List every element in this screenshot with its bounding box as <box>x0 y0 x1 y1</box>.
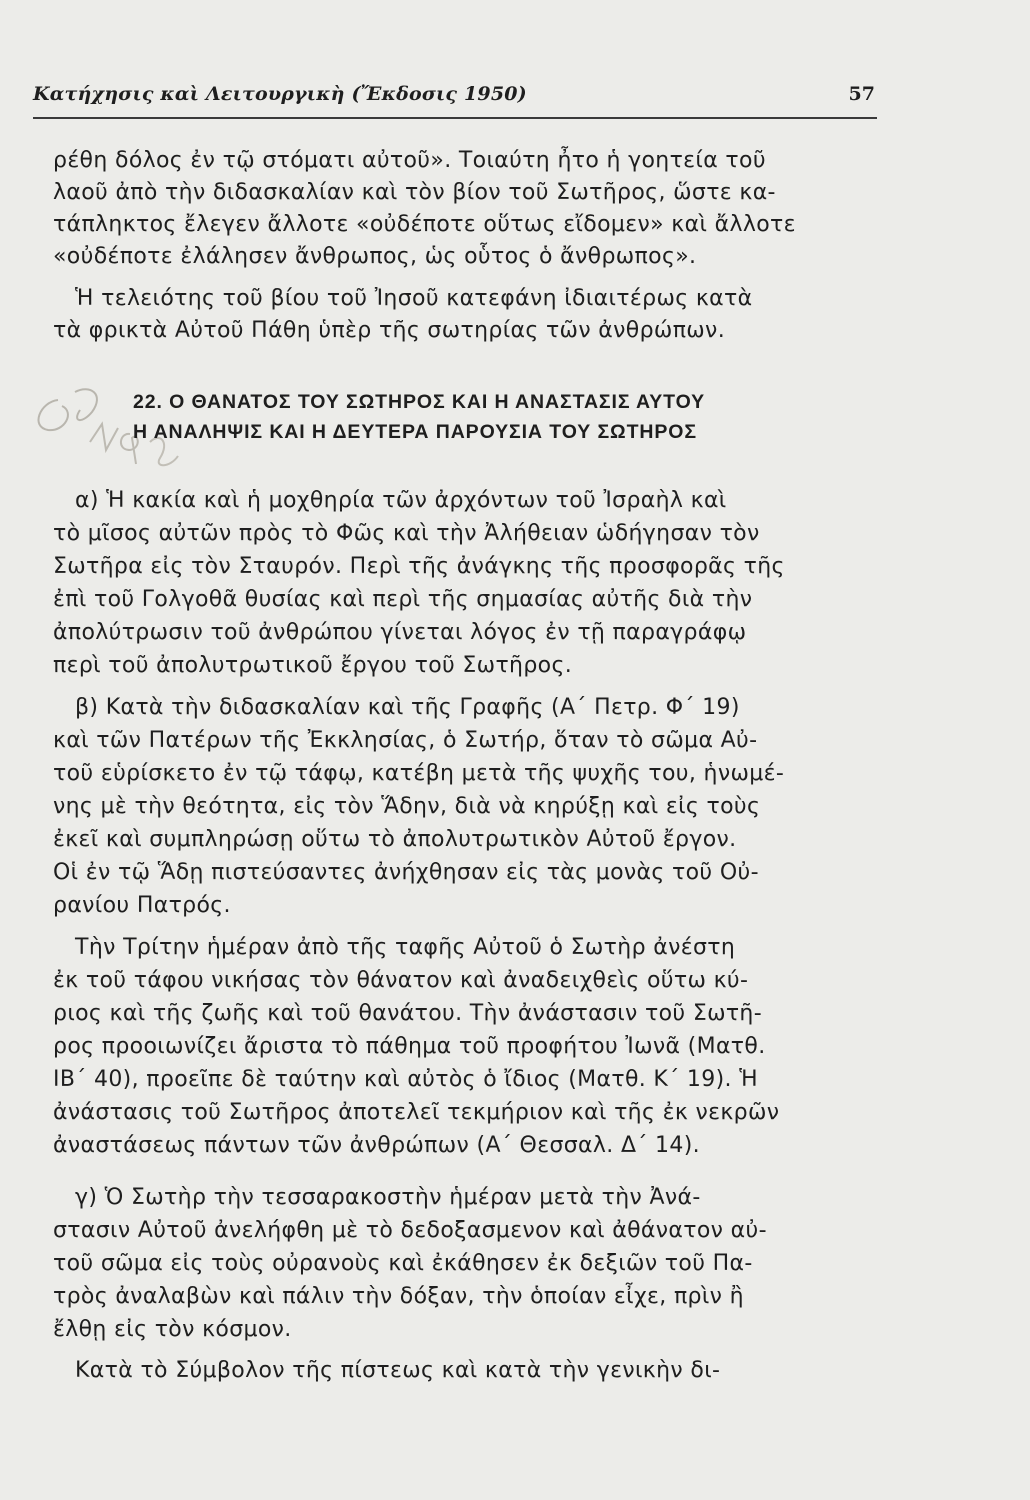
text-line: καὶ τῶν Πατέρων τῆς Ἐκκλησίας, ὁ Σωτήρ, ὅταν τὸ σῶμα Αὐ- <box>53 728 758 753</box>
text-line: α) Ἡ κακία καὶ ἡ μοχθηρία τῶν ἀρχόντων τοῦ Ἰσραὴλ καὶ <box>53 488 727 513</box>
text-line: ἀπολύτρωσιν τοῦ ἀνθρώπου γίνεται λόγος ἐν τῇ παραγράφῳ <box>53 620 747 645</box>
text-line: λαοῦ ἀπὸ τὴν διδασκαλίαν καὶ τὸν βίον τοῦ Σωτῆρος, ὥστε κα- <box>53 180 776 205</box>
text-line: ἀναστάσεως πάντων τῶν ἀνθρώπων (Α΄ Θεσσαλ. Δ΄ 14). <box>53 1133 701 1158</box>
text-line: ρέθη δόλος ἐν τῷ στόματι αὐτοῦ». Τοιαύτη ἦτο ἡ γοητεία τοῦ <box>53 148 766 173</box>
text-line: ριος καὶ τῆς ζωῆς καὶ τοῦ θανάτου. Τὴν ἀνάστασιν τοῦ Σωτῆ- <box>53 1001 763 1026</box>
text-line: Ἡ τελειότης τοῦ βίου τοῦ Ἰησοῦ κατεφάνη ἰδιαιτέρως κατὰ <box>53 286 753 311</box>
text-line: τάπληκτος ἔλεγεν ἄλλοτε «οὐδέποτε οὕτως εἴδομεν» καὶ ἄλλοτε <box>53 212 796 237</box>
text-line: ἐκ τοῦ τάφου νικήσας τὸν θάνατον καὶ ἀναδειχθεὶς οὕτω κύ- <box>53 968 749 993</box>
text-line: ἀνάστασις τοῦ Σωτῆρος ἀποτελεῖ τεκμήριον καὶ τῆς ἐκ νεκρῶν <box>53 1100 780 1125</box>
text-line: Τὴν Τρίτην ἡμέραν ἀπὸ τῆς ταφῆς Αὐτοῦ ὁ Σωτὴρ ἀνέστη <box>53 935 736 960</box>
text-line: γ) Ὁ Σωτὴρ τὴν τεσσαρακοστὴν ἡμέραν μετὰ τὴν Ἀνά- <box>53 1185 701 1210</box>
text-line: τρὸς ἀναλαβὼν καὶ πάλιν τὴν δόξαν, τὴν ὁποίαν εἶχε, πρὶν ἢ <box>53 1284 744 1309</box>
running-header <box>33 83 875 113</box>
text-line: νης μὲ τὴν θεότητα, εἰς τὸν Ἅδην, διὰ νὰ κηρύξῃ καὶ εἰς τοὺς <box>53 794 761 819</box>
section-heading-line2: Η ΑΝΑΛΗΨΙΣ ΚΑΙ Η ΔΕΥΤΕΡΑ ΠΑΡΟΥΣΙΑ ΤΟΥ ΣΩΤΗΡΟΣ <box>133 421 697 443</box>
text-line: περὶ τοῦ ἀπολυτρωτικοῦ ἔργου τοῦ Σωτῆρος. <box>53 653 573 678</box>
text-line: Οἱ ἐν τῷ Ἅδῃ πιστεύσαντες ἀνήχθησαν εἰς τὰς μονὰς τοῦ Οὐ- <box>53 860 759 885</box>
text-line: Σωτῆρα εἰς τὸν Σταυρόν. Περὶ τῆς ἀνάγκης τῆς προσφορᾶς τῆς <box>53 554 785 579</box>
text-line: τὸ μῖσος αὐτῶν πρὸς τὸ Φῶς καὶ τὴν Ἀλήθειαν ὡδήγησαν τὸν <box>53 521 760 546</box>
section-heading-line1: 22. Ο ΘΑΝΑΤΟΣ ΤΟΥ ΣΩΤΗΡΟΣ ΚΑΙ Η ΑΝΑΣΤΑΣΙΣ ΑΥΤΟΥ <box>133 391 706 413</box>
text-line: β) Κατὰ τὴν διδασκαλίαν καὶ τῆς Γραφῆς (Α΄ Πετρ. Φ΄ 19) <box>53 695 740 720</box>
text-line: τὰ φρικτὰ Αὐτοῦ Πάθη ὑπὲρ τῆς σωτηρίας τῶν ἀνθρώπων. <box>53 318 726 343</box>
page-number: 57 <box>848 83 875 105</box>
text-line: ΙΒ΄ 40), προεῖπε δὲ ταύτην καὶ αὐτὸς ὁ ἴδιος (Ματθ. Κ΄ 19). Ἡ <box>53 1067 758 1092</box>
text-line: τοῦ εὑρίσκετο ἐν τῷ τάφῳ, κατέβη μετὰ τῆς ψυχῆς του, ἡνωμέ- <box>53 761 785 786</box>
text-line: ἐπὶ τοῦ Γολγοθᾶ θυσίας καὶ περὶ τῆς σημασίας αὐτῆς διὰ τὴν <box>53 587 753 612</box>
text-line: ρος προοιωνίζει ἄριστα τὸ πάθημα τοῦ προφήτου Ἰωνᾶ (Ματθ. <box>53 1034 766 1059</box>
header-rule <box>33 117 877 119</box>
text-line: τοῦ σῶμα εἰς τοὺς οὐρανοὺς καὶ ἐκάθησεν ἐκ δεξιῶν τοῦ Πα- <box>53 1251 753 1276</box>
text-line: ρανίου Πατρός. <box>53 893 231 918</box>
text-line: στασιν Αὐτοῦ ἀνελήφθη μὲ τὸ δεδοξασμενον καὶ ἀθάνατον αὐ- <box>53 1218 767 1243</box>
text-line: «οὐδέποτε ἐλάλησεν ἄνθρωπος, ὡς οὗτος ὁ ἄνθρωπος». <box>53 244 697 269</box>
text-line: ἔλθῃ εἰς τὸν κόσμον. <box>53 1317 292 1342</box>
text-line: ἐκεῖ καὶ συμπληρώσῃ οὕτω τὸ ἀπολυτρωτικὸν Αὐτοῦ ἔργον. <box>53 827 737 852</box>
header-title: Κατήχησις καὶ Λειτουργικὴ (Ἔκδοσις 1950) <box>33 83 527 105</box>
text-line: Κατὰ τὸ Σύμβολον τῆς πίστεως καὶ κατὰ τὴν γενικὴν δι- <box>53 1358 721 1383</box>
